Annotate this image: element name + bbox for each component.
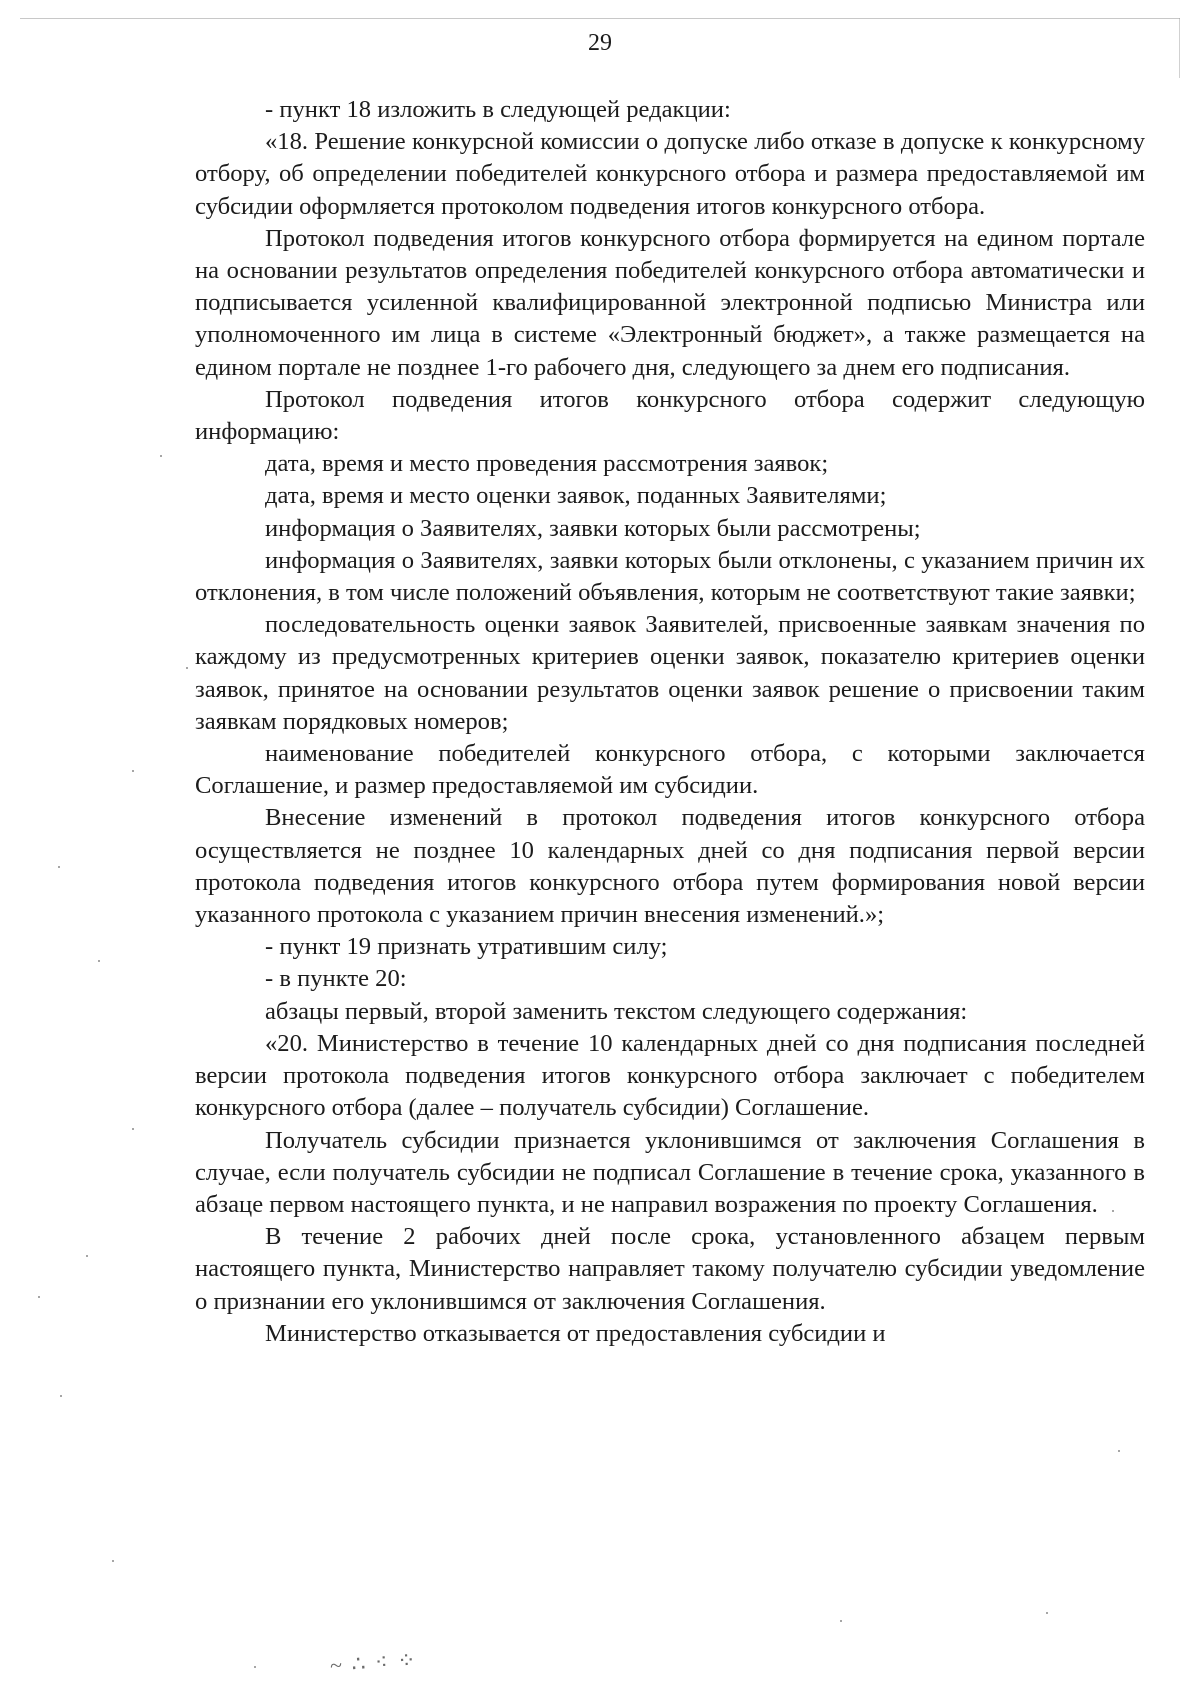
- paragraph-refusal-start: Министерство отказывается от предоставления субсидии и: [265, 1319, 886, 1347]
- scan-speck: [840, 1620, 842, 1622]
- list-item-reviewed-applicants: информация о Заявителях, заявки которых были рассмотрены;: [265, 514, 921, 542]
- paragraph-point-19-void: - пункт 19 признать утратившим силу;: [265, 933, 668, 961]
- scan-handwriting-mark: ~ ∴ ⁖ ⁘: [329, 1646, 419, 1679]
- paragraph-protocol-changes: Внесение изменений в протокол подведения итогов конкурсного отбора осуществляется не позднее 10 календарных дней со дня подписания первой версии протокола подведения итогов конкурсного отбора путем формирования новой версии указанного протокола с указанием причин внесения изменений.»;: [195, 804, 1145, 929]
- scan-speck: [1112, 1210, 1114, 1212]
- scan-speck: [254, 1666, 256, 1668]
- list-item-evaluation-date: дата, время и место оценки заявок, поданных Заявителями;: [265, 482, 887, 510]
- scan-speck: [38, 1296, 40, 1298]
- list-item-review-date: дата, время и место проведения рассмотрения заявок;: [265, 450, 829, 478]
- scan-speck: [1118, 1450, 1120, 1452]
- scan-speck: [186, 667, 188, 669]
- paragraph-point-20-text: «20. Министерство в течение 10 календарных дней со дня подписания последней версии протокола подведения итогов конкурсного отбора заключает с победителем конкурсного отбора (далее – получатель субсидии) Соглашение.: [195, 1029, 1145, 1122]
- scan-speck: [60, 1395, 62, 1397]
- paragraph-amend-point-18: - пункт 18 изложить в следующей редакции:: [265, 96, 731, 123]
- document-body: [195, 94, 1145, 1350]
- scan-speck: [86, 1255, 88, 1257]
- paragraph-protocol-formation: Протокол подведения итогов конкурсного отбора формируется на едином портале на основании результатов определения победителей конкурсного отбора автоматически и подписывается усиленной квалифицированной электронной подписью Министра или уполномоченного им лица в системе «Электронный бюджет», а также размещается на едином портале не позднее 1-го рабочего дня, следующего за днем его подписания.: [195, 224, 1145, 381]
- paragraph-point-20-intro: - в пункте 20:: [265, 965, 407, 993]
- scan-edge-top: [20, 18, 1180, 19]
- paragraph-evasion-definition: Получатель субсидии признается уклонившимся от заключения Соглашения в случае, если получатель субсидии не подписал Соглашение в течение срока, указанного в абзаце первом настоящего пункта, и не направил возражения по проекту Соглашения.: [195, 1126, 1145, 1218]
- page-number: 29: [588, 30, 612, 56]
- list-item-evaluation-order: последовательность оценки заявок Заявителей, присвоенные заявкам значения по каждому из предусмотренных критериев оценки заявок, показателю критериев оценки заявок, принятое на основании результатов оценки заявок решение о присвоении таким заявкам порядковых номеров;: [195, 611, 1145, 735]
- scan-speck: [112, 1560, 114, 1562]
- scan-speck: [132, 770, 134, 772]
- scan-speck: [132, 1128, 134, 1130]
- paragraph-point-20-replace: абзацы первый, второй заменить текстом следующего содержания:: [265, 997, 968, 1025]
- paragraph-point-18-text: «18. Решение конкурсной комиссии о допуске либо отказе в допуске к конкурсному отбору, об определении победителей конкурсного отбора и размера предоставляемой им субсидии оформляется протоколом подведения итогов конкурсного отбора.: [195, 128, 1145, 220]
- scan-speck: [160, 455, 162, 457]
- scan-speck: [98, 960, 100, 962]
- paragraph-protocol-contents: Протокол подведения итогов конкурсного отбора содержит следующую информацию:: [195, 385, 1145, 446]
- list-item-winners: наименование победителей конкурсного отбора, с которыми заключается Соглашение, и размер предоставляемой им субсидии.: [195, 740, 1145, 800]
- list-item-rejected-applicants: информация о Заявителях, заявки которых были отклонены, с указанием причин их отклонения, в том числе положений объявления, которым не соответствуют такие заявки;: [195, 546, 1145, 607]
- paragraph-evasion-notice: В течение 2 рабочих дней после срока, установленного абзацем первым настоящего пункта, Министерство направляет такому получателю субсидии уведомление о признании его уклонившимся от заключения Соглашения.: [195, 1223, 1145, 1315]
- scan-speck: [1046, 1612, 1048, 1614]
- scan-speck: [58, 866, 60, 868]
